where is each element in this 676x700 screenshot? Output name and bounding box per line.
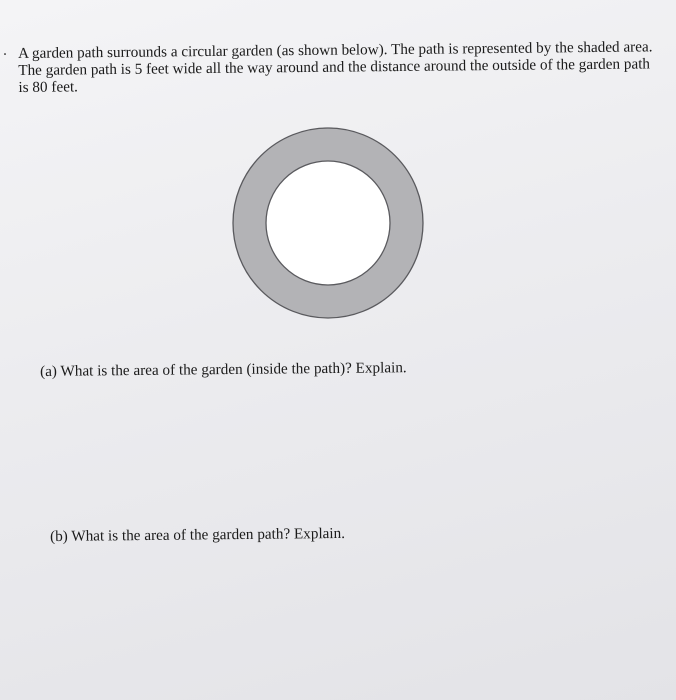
bullet-mark: . xyxy=(3,42,7,59)
problem-statement xyxy=(18,38,663,96)
question-a: (a) What is the area of the garden (inside the path)? Explain. xyxy=(40,359,407,380)
problem-line-1: A garden path surrounds a circular garden (as shown below). The path is represented by the shaded area. xyxy=(18,38,653,62)
problem-line-2: The garden path is 5 feet wide all the way around and the distance around the outside of the garden path xyxy=(18,55,651,79)
question-b: (b) What is the area of the garden path? Explain. xyxy=(50,524,346,545)
problem-line-3: is 80 feet. xyxy=(18,78,78,96)
circular-garden-figure xyxy=(230,125,430,325)
garden-inner-circle xyxy=(266,161,390,285)
